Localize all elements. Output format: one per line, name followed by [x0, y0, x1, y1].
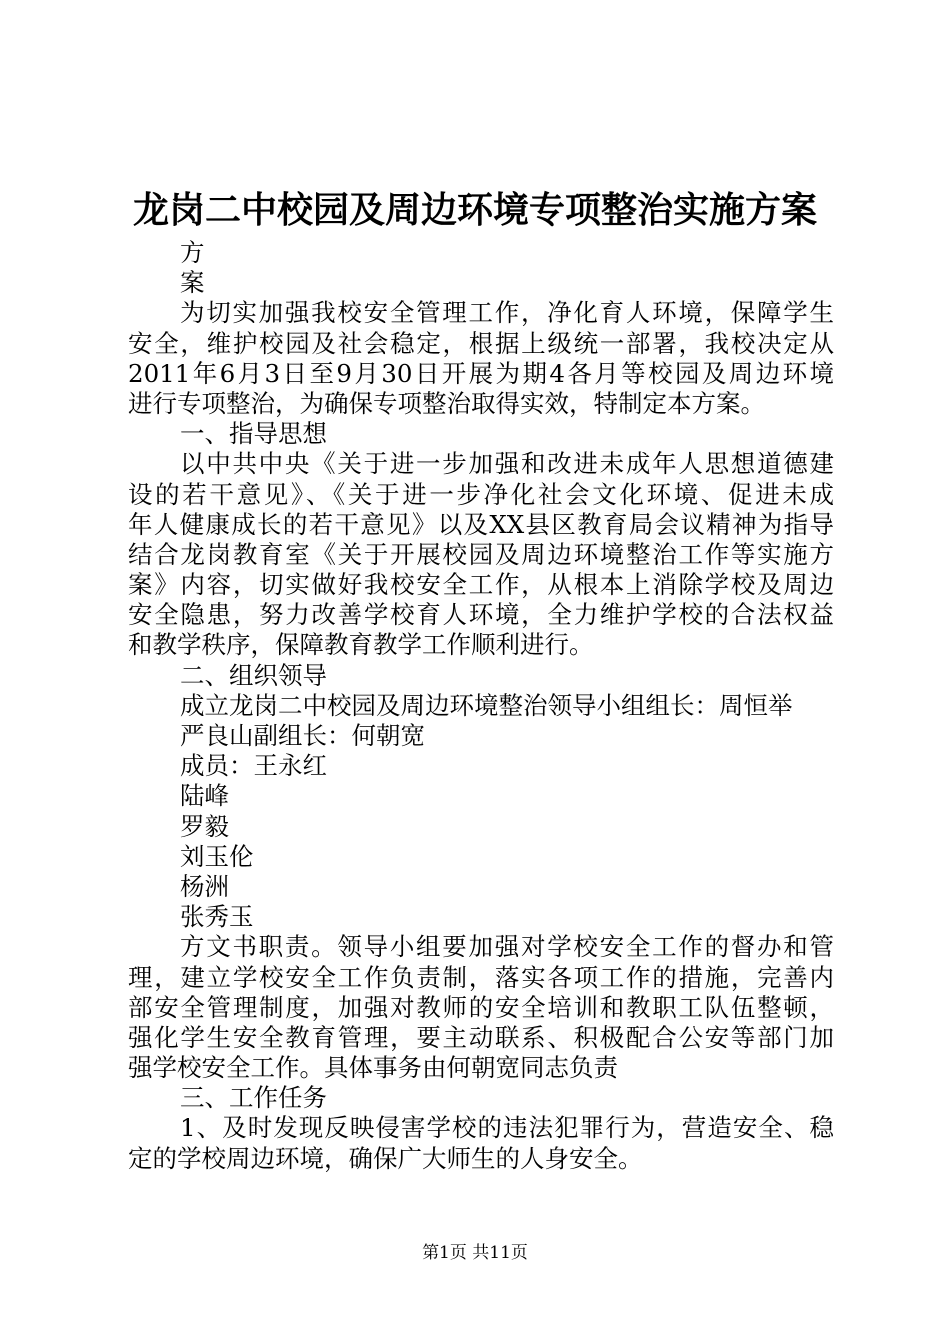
body-line: 三、工作任务 [180, 1083, 327, 1113]
body-line: 一、指导思想 [180, 419, 327, 449]
body-line: 年人健康成长的若干意见》以及XX县区教育局会议精神为指导 [128, 509, 834, 539]
body-line: 方文书职责。领导小组要加强对学校安全工作的督办和管 [180, 932, 834, 962]
body-line: 方 [180, 238, 205, 267]
body-line: 进行专项整治，为确保专项整治取得实效，特制定本方案。 [128, 388, 765, 418]
body-line: 安全隐患，努力改善学校育人环境，全力维护学校的合法权益 [128, 600, 834, 630]
page-title: 龙岗二中校园及周边环境专项整治实施方案 [132, 189, 817, 231]
body-line: 安全，维护校园及社会稳定，根据上级统一部署，我校决定从 [128, 328, 834, 358]
body-line: 二、组织领导 [180, 660, 327, 690]
body-line: 成立龙岗二中校园及周边环境整治领导小组组长：周恒举 [180, 690, 793, 720]
body-line: 定的学校周边环境，确保广大师生的人身安全。 [128, 1143, 643, 1173]
body-line: 和教学秩序，保障教育教学工作顺利进行。 [128, 630, 594, 660]
body-line: 杨洲 [180, 871, 229, 901]
body-line: 强化学生安全教育管理，要主动联系、积极配合公安等部门加 [128, 1022, 834, 1052]
body-line: 罗毅 [180, 811, 229, 841]
body-line: 陆峰 [180, 781, 229, 811]
body-line: 严良山副组长：何朝宽 [180, 721, 425, 750]
body-line: 案》内容，切实做好我校安全工作，从根本上消除学校及周边 [128, 570, 834, 600]
body-line: 结合龙岗教育室《关于开展校园及周边环境整治工作等实施方 [128, 539, 834, 569]
body-line: 案 [180, 268, 205, 298]
body-line: 设的若干意见》、《关于进一步净化社会文化环境、促进未成 [128, 479, 834, 509]
body-line: 理，建立学校安全工作负责制，落实各项工作的措施，完善内 [128, 962, 834, 992]
body-line: 1、及时发现反映侵害学校的违法犯罪行为，营造安全、稳 [180, 1113, 834, 1143]
body-line: 部安全管理制度，加强对教师的安全培训和教职工队伍整顿， [128, 992, 834, 1022]
body-line: 以中共中央《关于进一步加强和改进未成年人思想道德建 [180, 449, 834, 479]
body-line: 张秀玉 [180, 902, 254, 932]
page-footer: 第1页 共11页 [422, 1243, 528, 1263]
body-line: 刘玉伦 [180, 841, 254, 871]
body-line: 成员：王永红 [180, 751, 327, 781]
body-line: 为切实加强我校安全管理工作，净化育人环境，保障学生 [180, 298, 834, 328]
document-body [128, 238, 834, 1174]
body-line: 强学校安全工作。具体事务由何朝宽同志负责 [128, 1053, 618, 1083]
body-line: 2011年6月3日至9月30日开展为期4各月等校园及周边环境 [128, 358, 834, 388]
